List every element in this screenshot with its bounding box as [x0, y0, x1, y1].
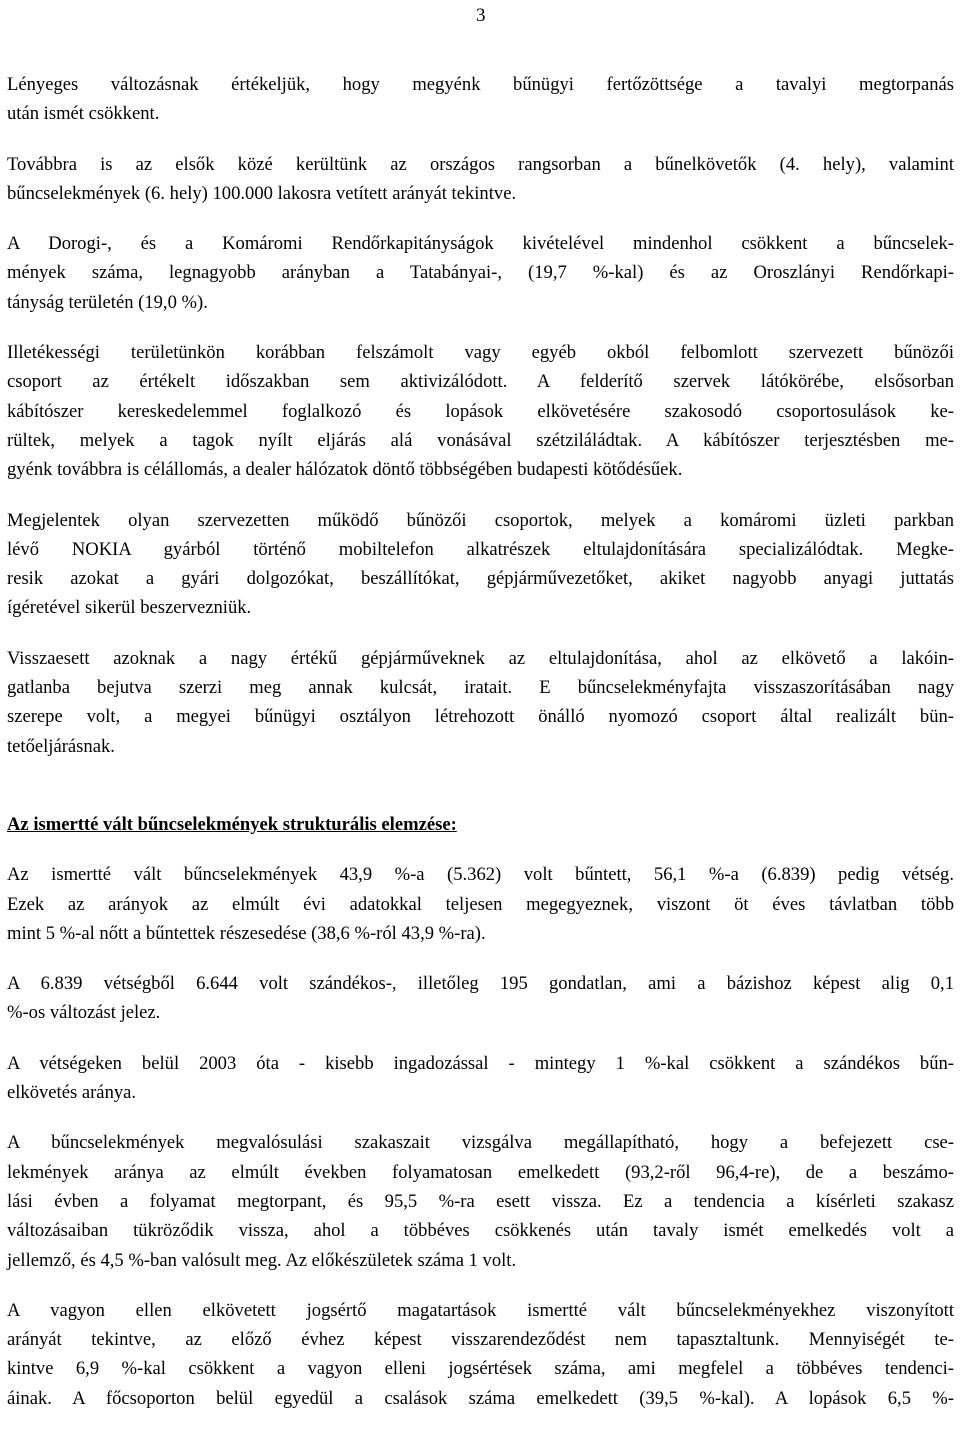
text-line: A bűncselekmények megvalósulási szakaszait vizsgálva megállapítható, hogy a befejezett cse- [7, 1132, 954, 1154]
text-line: lási évben a folyamat megtorpant, és 95,5 %-ra esett vissza. Ez a tendencia a kísérleti szakasz [7, 1190, 954, 1212]
text-line: mint 5 %-al nőtt a bűntettek részesedése (38,6 %-ról 43,9 %-ra). [7, 922, 486, 944]
section-heading [7, 810, 954, 839]
paragraph [7, 506, 954, 623]
text-line: bűncselekmények (6. hely) 100.000 lakosra vetített arányát tekintve. [7, 182, 517, 204]
text-line: jellemző, és 4,5 %-ban valósult meg. Az előkészületek száma 1 volt. [7, 1249, 517, 1271]
text-line: ígéretével sikerül beszervezniük. [7, 597, 252, 619]
text-line: után ismét csökkent. [7, 103, 160, 125]
text-line: Visszaesett azoknak a nagy értékű gépjárműveknek az eltulajdonítása, ahol az elkövető a lakóin- [7, 647, 954, 669]
text-line: Továbbra is az elsők közé kerültünk az országos rangsorban a bűnelkövetők (4. hely), valamint [7, 153, 954, 175]
text-line: változásaiban tükröződik vissza, ahol a többéves csökkenés után tavaly ismét emelkedés volt a [7, 1220, 954, 1242]
paragraph [7, 229, 954, 317]
paragraph [7, 860, 954, 948]
text-line: Megjelentek olyan szervezetten működő bűnözői csoportok, melyek a komáromi üzleti parkban [7, 509, 954, 531]
paragraph [7, 644, 954, 761]
text-line: Az ismertté vált bűncselekmények 43,9 %-a (5.362) volt bűntett, 56,1 %-a (6.839) pedig vétség. [7, 864, 954, 886]
page-number: 3 [476, 5, 486, 26]
paragraph [7, 969, 954, 1028]
text-line: mények száma, legnagyobb arányban a Tatabányai-, (19,7 %-kal) és az Oroszlányi Rendőrkapi- [7, 262, 954, 284]
text-line: kábítószer kereskedelemmel foglalkozó és lopások elkövetésére szakosodó csoportosulások ke- [7, 400, 954, 422]
text-line: rültek, melyek a tagok nyílt eljárás alá vonásával szétziláládtak. A kábítószer terjesztésben me- [7, 429, 954, 451]
document-body [7, 70, 954, 1413]
paragraph [7, 1296, 954, 1413]
text-line: resik azokat a gyári dolgozókat, beszállítókat, gépjárművezetőket, akiket nagyobb anyagi juttatás [7, 568, 954, 590]
text-line: %-os változást jelez. [7, 1002, 161, 1024]
paragraph [7, 338, 954, 484]
text-line: gyénk továbbra is célállomás, a dealer hálózatok döntő többségében budapesti kötődésűek. [7, 459, 683, 481]
text-line: A Dorogi-, és a Komáromi Rendőrkapitányságok kivételével mindenhol csökkent a bűncselek- [7, 233, 954, 255]
text-line: A 6.839 vétségből 6.644 volt szándékos-, illetőleg 195 gondatlan, ami a bázishoz képest alig 0,1 [7, 973, 954, 995]
text-line: Ezek az arányok az elmúlt évi adatokkal teljesen megegyeznek, viszont öt éves távlatban több [7, 893, 954, 915]
text-line: A vagyon ellen elkövetett jogsértő magatartások ismertté vált bűncselekményekhez viszonyított [7, 1299, 954, 1321]
text-line: elkövetés aránya. [7, 1082, 137, 1104]
text-line: tetőeljárásnak. [7, 735, 115, 757]
text-line: csoport az értékelt időszakban sem aktivizálódott. A felderítő szervek látókörébe, elsősorban [7, 371, 954, 393]
text-line: lekmények aránya az elmúlt években folyamatosan emelkedett (93,2-ről 96,4-re), de a beszámo- [7, 1161, 954, 1183]
text-line: szerepe volt, a megyei bűnügyi osztályon létrehozott önálló nyomozó csoport által realizált bün- [7, 706, 954, 728]
text-line: kintve 6,9 %-kal csökkent a vagyon elleni jogsértések száma, ami megfelel a többéves tendenci- [7, 1358, 954, 1380]
text-line: Illetékességi területünkön korábban felszámolt vagy egyéb okból felbomlott szervezett bűnözői [7, 342, 954, 364]
text-line: Lényeges változásnak értékeljük, hogy megyénk bűnügyi fertőzöttsége a tavalyi megtorpanás [7, 74, 954, 95]
text-line: A vétségeken belül 2003 óta - kisebb ingadozással - mintegy 1 %-kal csökkent a szándékos bűn- [7, 1052, 954, 1074]
paragraph [7, 150, 954, 209]
text-line: tányság területén (19,0 %). [7, 291, 208, 313]
paragraph [7, 70, 954, 129]
section-heading-text: Az ismertté vált bűncselekmények strukturális elemzése: [7, 813, 457, 835]
text-line: arányát tekintve, az előző évhez képest visszarendeződést nem tapasztaltunk. Mennyiségét te- [7, 1329, 954, 1351]
paragraph [7, 1128, 954, 1274]
text-line: lévő NOKIA gyárból történő mobiltelefon alkatrészek eltulajdonítására specializálódtak. Megke- [7, 538, 954, 560]
paragraph [7, 1049, 954, 1108]
text-line: gatlanba bejutva szerzi meg annak kulcsát, iratait. E bűncselekményfajta visszaszorításában nagy [7, 677, 954, 699]
text-line: áinak. A főcsoporton belül egyedül a csalások száma emelkedett (39,5 %-kal). A lopások 6,5 %- [7, 1387, 954, 1409]
